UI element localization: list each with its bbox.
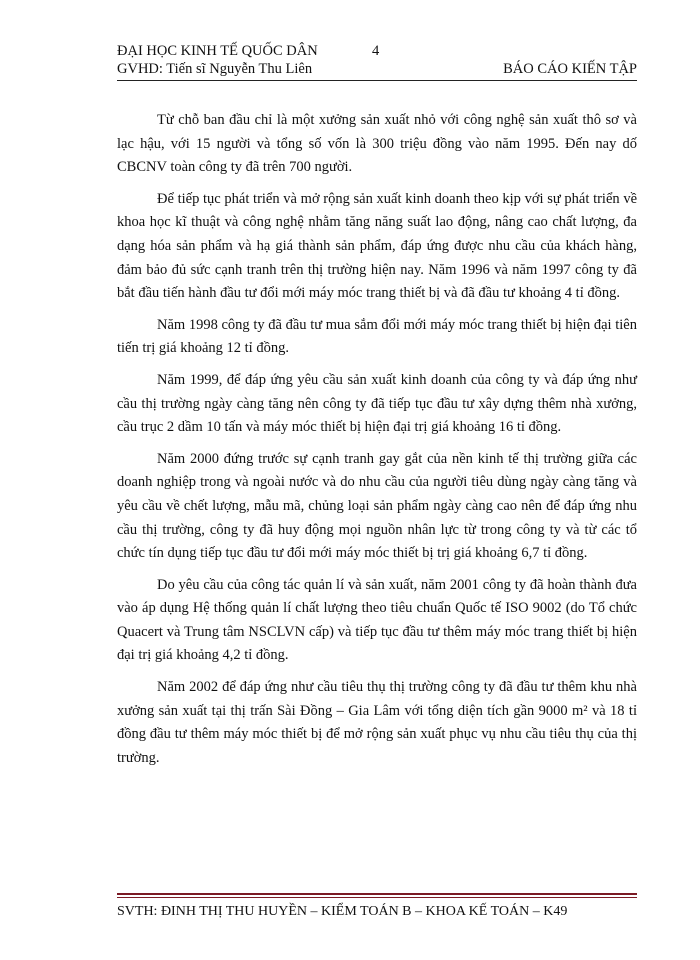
university-name: ĐẠI HỌC KINH TẾ QUỐC DÂN [117, 43, 318, 59]
header-divider [117, 80, 637, 81]
paragraph: Từ chỗ ban đầu chỉ là một xưởng sản xuất nhỏ với công nghệ sản xuất thô sơ và lạc hậu, với 15 người và tổng số vốn là 300 triệu đồng vào năm 1995. Đến nay dố CBCNV toàn công ty đã trên 700 người. [117, 112, 637, 176]
advisor-name: GVHD: Tiến sĩ Nguyễn Thu Liên [117, 61, 313, 77]
paragraph: Năm 1999, để đáp ứng yêu cầu sản xuất kinh doanh của công ty và đáp ứng như cầu thị trường ngày càng tăng nên công ty đã tiếp tục đầu tư xây dựng thêm nhà xưởng, cầu trục 2 dầm 10 tấn và máy móc thiết bị hiện đại trị giá khoảng 16 tỉ đồng. [117, 371, 637, 436]
paragraph: Do yêu cầu của công tác quản lí và sản xuất, năm 2001 công ty đã hoàn thành đưa vào áp dụng Hệ thống quản lí chất lượng theo tiêu chuẩn Quốc tế ISO 9002 (do Tổ chức Quacert và Trung tâm NSCLVN cấp) và tiếp tục đầu tư thêm máy móc trang thiết bị hiện đại trị giá khoảng 4,2 tỉ đồng. [117, 576, 637, 664]
page-footer: SVTH: ĐINH THỊ THU HUYỀN – KIỂM TOÁN B – KHOA KẾ TOÁN – K49 [117, 904, 568, 919]
paragraph: Năm 1998 công ty đã đầu tư mua sắm đổi mới máy móc trang thiết bị hiện đại tiên tiến trị giá khoảng 12 tỉ đồng. [117, 316, 637, 357]
page-header [117, 42, 637, 78]
footer-divider-thick [117, 893, 637, 895]
report-title: BÁO CÁO KIẾN TẬP [503, 61, 637, 77]
paragraph: Để tiếp tục phát triển và mở rộng sản xuất kinh doanh theo kịp với sự phát triển về khoa học kĩ thuật và công nghệ nhằm tăng năng suất lao động, nâng cao chất lượng, đa dạng hóa sản phẩm và hạ giá thành sản phẩm, đáp ứng được nhu cầu của khách hàng, đảm bảo đủ sức cạnh tranh trên thị trường hiện nay. Năm 1996 và năm 1997 công ty đã bắt đầu tiến hành đầu tư đổi mới máy móc trang thiết bị và đã đầu tư khoảng 4 tỉ đồng. [117, 190, 637, 302]
footer-divider-thin [117, 897, 637, 898]
body-text [117, 109, 637, 778]
paragraph: Năm 2002 để đáp ứng như cầu tiêu thụ thị trường công ty đã đầu tư thêm khu nhà xưởng sản xuất tại thị trấn Sài Đồng – Gia Lâm với tổng diện tích gần 9000 m² và 18 tỉ đồng đầu tư thêm máy móc thiết bị để mở rộng sản xuất phục vụ nhu cầu tiêu thụ của thị trường. [117, 679, 637, 766]
page-number: 4 [372, 43, 380, 59]
paragraph: Năm 2000 đứng trước sự cạnh tranh gay gắt của nền kinh tế thị trường giữa các doanh nghiệp trong và ngoài nước và do nhu cầu của người tiêu dùng ngày càng tăng và yêu cầu về chết lượng, mẫu mã, chủng loại sản phẩm ngày càng cao nên để đáp ứng nhu cầu thị trường, công ty đã huy động mọi nguồn nhân lực từ trong công ty và từ các tổ chức tín dụng tiếp tục đầu tư đổi mới máy móc thiết bị trị giá khoảng 6,7 tỉ đồng. [117, 450, 637, 562]
